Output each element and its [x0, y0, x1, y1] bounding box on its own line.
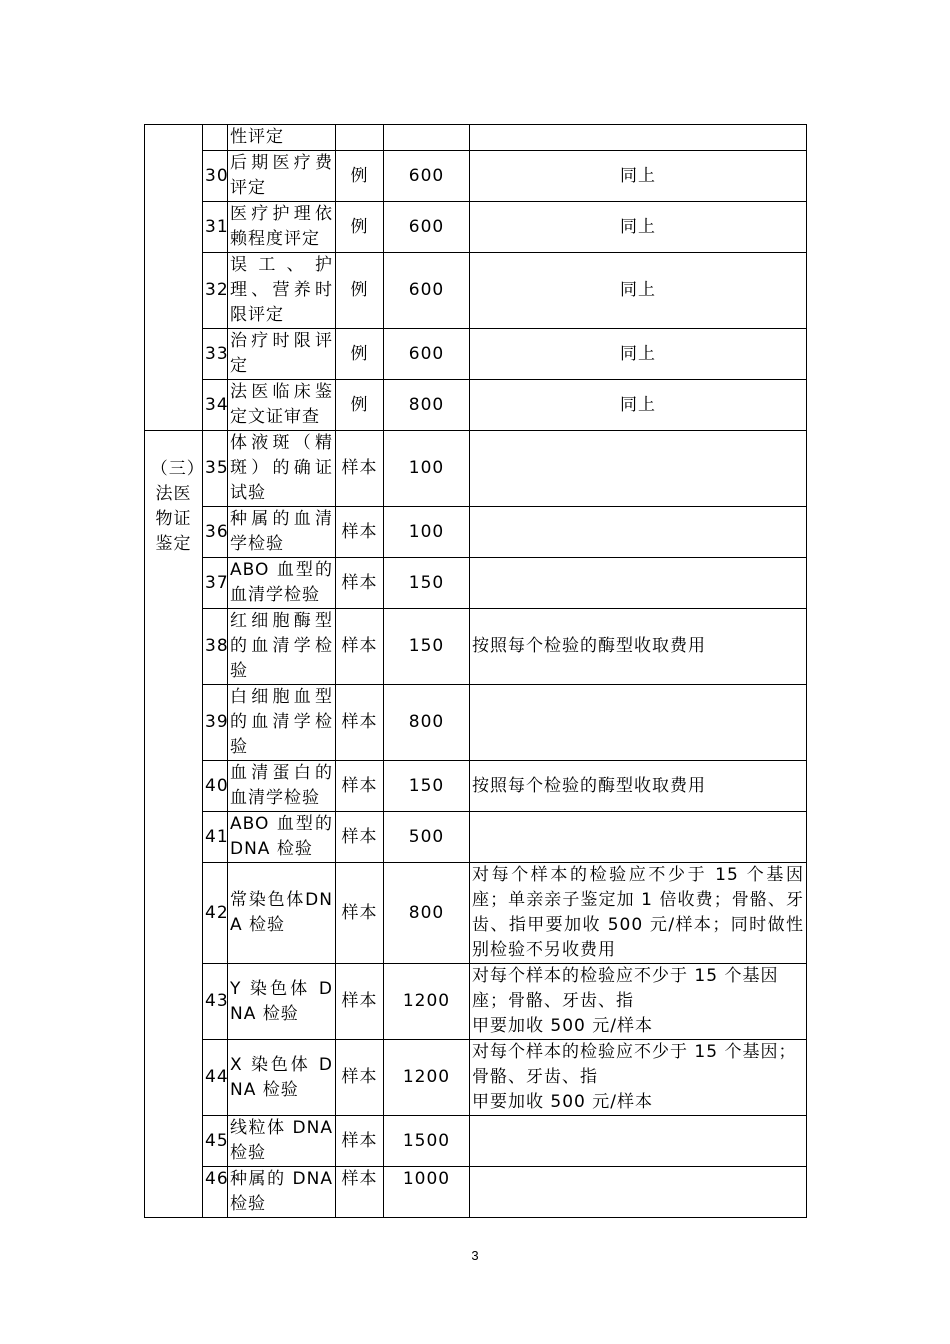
item-price: 1200: [384, 1040, 470, 1116]
item-number: 34: [203, 380, 228, 431]
item-number: 42: [203, 863, 228, 964]
item-name: 医疗护理依赖程度评定: [228, 202, 336, 253]
item-note: [470, 125, 807, 151]
item-unit: 样本: [336, 1167, 384, 1218]
item-name: 后期医疗费评定: [228, 151, 336, 202]
item-note: 同上: [470, 380, 807, 431]
item-note: 同上: [470, 151, 807, 202]
item-unit: [336, 125, 384, 151]
item-unit: 样本: [336, 685, 384, 761]
item-name: Y 染色体 DNA 检验: [228, 964, 336, 1040]
item-price: 600: [384, 202, 470, 253]
item-name: 法医临床鉴定文证审查: [228, 380, 336, 431]
item-name: 性评定: [228, 125, 336, 151]
item-unit: 样本: [336, 964, 384, 1040]
item-price: 800: [384, 380, 470, 431]
category-cell: （三）法医物证鉴定: [145, 431, 203, 1218]
item-number: 31: [203, 202, 228, 253]
table-row: [145, 1167, 807, 1218]
item-note: 同上: [470, 329, 807, 380]
item-number: 44: [203, 1040, 228, 1116]
item-note: [470, 1167, 807, 1218]
item-number: 36: [203, 507, 228, 558]
table-row: [145, 151, 807, 202]
table-row: [145, 253, 807, 329]
item-note-line: 甲要加收 500 元/样本: [472, 1092, 653, 1112]
item-name: ABO 血型的血清学检验: [228, 558, 336, 609]
item-price: 100: [384, 507, 470, 558]
item-price: 800: [384, 863, 470, 964]
category-cell-empty: [145, 125, 203, 431]
item-name: 红细胞酶型的血清学检验: [228, 609, 336, 685]
item-price: 150: [384, 761, 470, 812]
item-unit: 样本: [336, 1040, 384, 1116]
item-name: 种属的血清学检验: [228, 507, 336, 558]
table-row: [145, 431, 807, 507]
item-number: 30: [203, 151, 228, 202]
item-price: 1500: [384, 1116, 470, 1167]
item-number: 43: [203, 964, 228, 1040]
item-note: [470, 431, 807, 507]
table-row: [145, 329, 807, 380]
table-row: [145, 202, 807, 253]
item-unit: 样本: [336, 761, 384, 812]
item-note: 同上: [470, 253, 807, 329]
item-unit: 例: [336, 151, 384, 202]
item-price: 150: [384, 609, 470, 685]
item-price: 100: [384, 431, 470, 507]
table-row: [145, 609, 807, 685]
item-name: ABO 血型的DNA 检验: [228, 812, 336, 863]
item-price: 600: [384, 329, 470, 380]
table-row: [145, 125, 807, 151]
item-note: 按照每个检验的酶型收取费用: [470, 609, 807, 685]
item-number: 45: [203, 1116, 228, 1167]
item-note-line: 对每个样本的检验应不少于 15 个基因；骨骼、牙齿、指: [472, 1042, 797, 1087]
item-note: 同上: [470, 202, 807, 253]
table-row: [145, 1040, 807, 1116]
item-number: [203, 125, 228, 151]
item-note: 按照每个检验的酶型收取费用: [470, 761, 807, 812]
table-row: [145, 685, 807, 761]
table-row: [145, 558, 807, 609]
item-unit: 例: [336, 202, 384, 253]
item-price: 500: [384, 812, 470, 863]
item-price: 150: [384, 558, 470, 609]
item-note: [470, 507, 807, 558]
item-name: 白细胞血型的血清学检验: [228, 685, 336, 761]
table-row: [145, 507, 807, 558]
item-name: X 染色体 DNA 检验: [228, 1040, 336, 1116]
item-price: 800: [384, 685, 470, 761]
item-note: [470, 812, 807, 863]
item-number: 40: [203, 761, 228, 812]
item-number: 32: [203, 253, 228, 329]
item-unit: 样本: [336, 1116, 384, 1167]
item-note-line: 甲要加收 500 元/样本: [472, 1016, 653, 1036]
item-unit: 样本: [336, 431, 384, 507]
item-number: 37: [203, 558, 228, 609]
item-unit: 样本: [336, 863, 384, 964]
item-number: 46: [203, 1167, 228, 1218]
item-note: [470, 1040, 807, 1116]
item-number: 33: [203, 329, 228, 380]
item-unit: 样本: [336, 507, 384, 558]
item-price: [384, 125, 470, 151]
item-number: 35: [203, 431, 228, 507]
table-row: [145, 761, 807, 812]
item-note: [470, 685, 807, 761]
item-name: 常染色体DNA 检验: [228, 863, 336, 964]
item-number: 38: [203, 609, 228, 685]
item-number: 41: [203, 812, 228, 863]
table-row: [145, 1116, 807, 1167]
item-unit: 例: [336, 329, 384, 380]
table-row: [145, 812, 807, 863]
item-name: 体液斑（精斑）的确证试验: [228, 431, 336, 507]
item-price: 1000: [384, 1167, 470, 1218]
item-note: [470, 558, 807, 609]
item-unit: 例: [336, 253, 384, 329]
item-name: 误工、护理、营养时限评定: [228, 253, 336, 329]
item-name: 治疗时限评定: [228, 329, 336, 380]
table-row: [145, 964, 807, 1040]
item-unit: 样本: [336, 609, 384, 685]
page-number: 3: [471, 1248, 479, 1263]
item-unit: 样本: [336, 558, 384, 609]
table-row: [145, 380, 807, 431]
fee-table: [144, 124, 807, 1218]
item-name: 线粒体 DNA 检验: [228, 1116, 336, 1167]
table-row: [145, 863, 807, 964]
item-unit: 例: [336, 380, 384, 431]
item-unit: 样本: [336, 812, 384, 863]
item-name: 种属的 DNA 检验: [228, 1167, 336, 1218]
item-price: 600: [384, 253, 470, 329]
item-price: 1200: [384, 964, 470, 1040]
item-price: 600: [384, 151, 470, 202]
item-name: 血清蛋白的血清学检验: [228, 761, 336, 812]
item-note-line: 对每个样本的检验应不少于 15 个基因座；骨骼、牙齿、指: [472, 966, 779, 1011]
item-note: [470, 1116, 807, 1167]
item-note: 对每个样本的检验应不少于 15 个基因座；单亲亲子鉴定加 1 倍收费；骨骼、牙齿、指甲要加收 500 元/样本；同时做性别检验不另收费用: [470, 863, 807, 964]
item-note: [470, 964, 807, 1040]
item-number: 39: [203, 685, 228, 761]
